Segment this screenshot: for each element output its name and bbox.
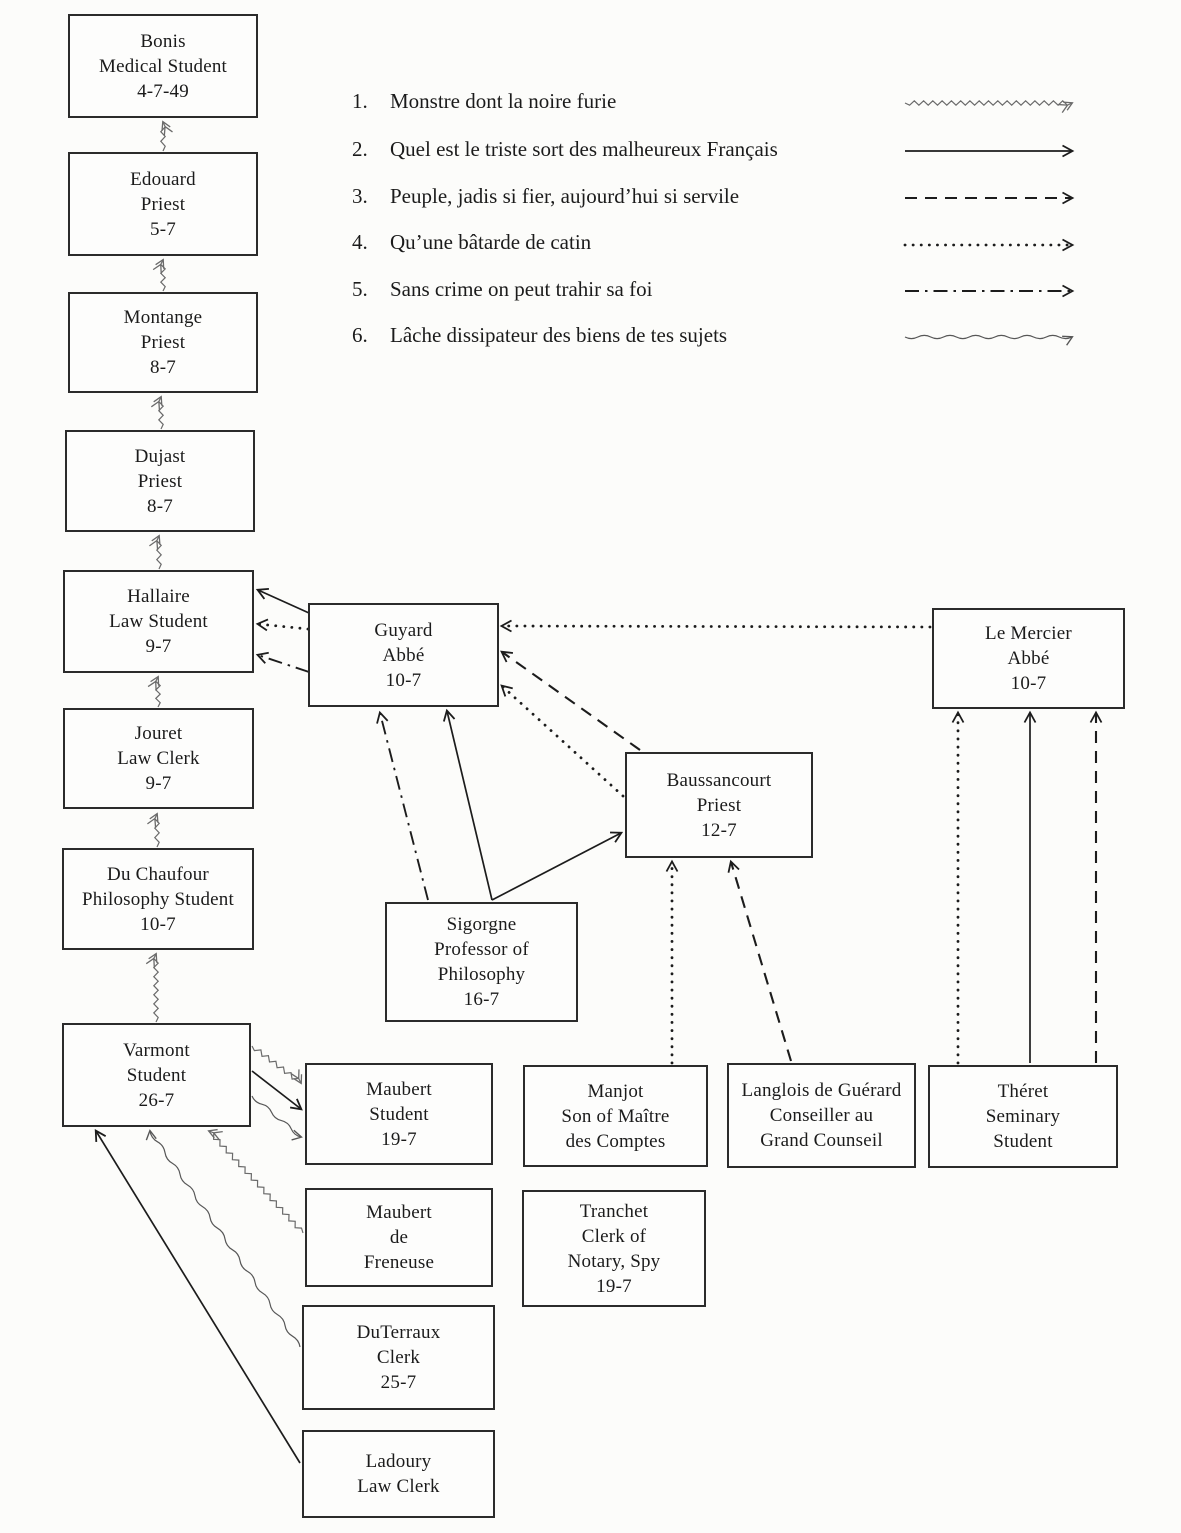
- node-bonis: [68, 14, 258, 118]
- node-line: 10-7: [140, 913, 176, 935]
- node-line: Jouret: [134, 723, 183, 744]
- node-line: de: [389, 1227, 409, 1248]
- edge-jouret-to-hallaire: [156, 677, 160, 707]
- node-line: Philosophy: [437, 964, 526, 985]
- node-manjot: [523, 1065, 708, 1167]
- legend-item-6: [352, 322, 912, 349]
- node-line: Philosophy Student: [82, 888, 234, 910]
- edge-lemercier-to-guyard: [502, 626, 930, 627]
- node-line: Conseiller au: [769, 1105, 874, 1126]
- node-line: Dujast: [134, 445, 186, 467]
- edge-ladoury-to-varmont: [96, 1131, 300, 1463]
- node-line: Law Clerk: [117, 748, 200, 769]
- node-jouret: [63, 708, 254, 809]
- node-varmont: [62, 1023, 251, 1127]
- node-line: Varmont: [123, 1039, 190, 1061]
- node-line: Priest: [140, 193, 186, 215]
- legend-item-5: [352, 276, 912, 303]
- node-maubert-de-freneuse: [305, 1188, 493, 1287]
- node-line: 9-7: [145, 636, 172, 657]
- node-edouard: [68, 152, 258, 256]
- legend-item-number: 6.: [352, 323, 368, 347]
- edge-guyard-to-hallaire: [258, 624, 308, 629]
- node-hallaire: [63, 570, 254, 673]
- node-line: 10-7: [1010, 673, 1047, 694]
- node-line: 10-7: [385, 669, 422, 691]
- node-line: Clerk of: [581, 1225, 647, 1247]
- node-baussancourt: [625, 752, 813, 858]
- edge-dujast-to-montange: [159, 397, 163, 429]
- legend-item-number: 4.: [352, 230, 368, 254]
- node-maubert-student: [305, 1063, 493, 1165]
- node-line: 25-7: [380, 1372, 417, 1393]
- legend-item-4: [352, 229, 912, 256]
- node-langlois: [727, 1063, 916, 1168]
- edge-langlois-to-baussancourt: [731, 862, 791, 1061]
- edge-hallaire-to-dujast: [157, 536, 161, 569]
- legend-item-number: 2.: [352, 137, 368, 161]
- legend-item-3: [352, 183, 912, 210]
- legend-item-text: Qu’une bâtarde de catin: [390, 230, 592, 254]
- node-line: Medical Student: [98, 55, 228, 77]
- node-line: Son of Maître: [561, 1105, 670, 1127]
- legend-item-number: 5.: [352, 277, 368, 301]
- edge-montange-to-edouard: [161, 260, 165, 291]
- legend-item-number: 3.: [352, 184, 368, 208]
- node-du-chaufour: [62, 848, 254, 950]
- node-line: 4-7-49: [137, 80, 189, 102]
- node-line: Bonis: [140, 30, 186, 52]
- edge-sigorgne-to-guyard: [447, 711, 492, 900]
- legend-sample-6: [905, 335, 1072, 338]
- node-line: Sigorgne: [446, 914, 517, 935]
- node-dujast: [65, 430, 255, 532]
- node-line: Law Student: [109, 611, 208, 632]
- node-line: Freneuse: [363, 1252, 435, 1273]
- legend-item-text: Monstre dont la noire furie: [390, 89, 617, 113]
- legend-item-text: Lâche dissipateur des biens de tes sujets: [390, 323, 728, 347]
- edge-baussancourt-to-guyard: [502, 652, 640, 750]
- node-montange: [68, 292, 258, 393]
- node-line: Du Chaufour: [107, 863, 209, 885]
- edge-duchaufour-to-jouret: [155, 814, 159, 847]
- legend-item-text: Quel est le triste sort des malheureux Français: [390, 137, 778, 161]
- node-line: Guyard: [374, 619, 433, 641]
- node-line: 8-7: [147, 495, 173, 517]
- node-duterraux: [302, 1305, 495, 1410]
- edge-duterraux-to-varmont: [150, 1131, 300, 1347]
- node-line: 8-7: [150, 357, 176, 378]
- node-line: des Comptes: [565, 1130, 666, 1152]
- node-line: Théret: [997, 1081, 1049, 1102]
- node-tranchet: [522, 1190, 706, 1307]
- node-line: Grand Counseil: [760, 1130, 883, 1151]
- legend-item-2: [352, 136, 912, 163]
- edge-edouard-to-bonis: [161, 122, 165, 151]
- node-line: Student: [126, 1064, 187, 1086]
- node-line: 9-7: [145, 773, 172, 794]
- node-line: Maubert: [366, 1202, 432, 1223]
- node-line: Hallaire: [127, 586, 190, 607]
- edge-varmont-to-duchaufour: [154, 954, 158, 1022]
- node-line: Abbé: [382, 644, 425, 666]
- node-guyard: [308, 603, 499, 707]
- node-line: Manjot: [587, 1080, 644, 1102]
- node-line: Abbé: [1007, 648, 1050, 669]
- node-line: Langlois de Guérard: [741, 1080, 902, 1101]
- edge-guyard-to-hallaire: [258, 590, 309, 613]
- node-line: Priest: [137, 470, 183, 492]
- node-line: Clerk: [376, 1347, 421, 1368]
- node-line: Tranchet: [579, 1200, 649, 1222]
- node-theret: [928, 1065, 1118, 1168]
- edge-sigorgne-to-baussancourt: [492, 833, 621, 900]
- node-line: 26-7: [138, 1089, 175, 1111]
- node-line: 12-7: [701, 819, 737, 841]
- node-line: Student: [369, 1103, 429, 1125]
- edge-maubert_freneuse-to-varmont: [209, 1131, 303, 1233]
- node-line: Montange: [123, 307, 203, 328]
- node-line: Priest: [140, 332, 186, 353]
- legend-item-text: Sans crime on peut trahir sa foi: [390, 277, 653, 301]
- node-line: Student: [993, 1131, 1053, 1152]
- node-ladoury: [302, 1430, 495, 1518]
- node-line: Le Mercier: [985, 623, 1072, 644]
- node-line: Law Clerk: [357, 1476, 440, 1497]
- node-line: 19-7: [381, 1128, 417, 1150]
- node-line: 5-7: [150, 218, 176, 240]
- node-le-mercier: [932, 608, 1125, 709]
- node-line: Notary, Spy: [567, 1250, 661, 1272]
- node-line: 19-7: [596, 1275, 632, 1297]
- node-line: Maubert: [366, 1078, 432, 1100]
- node-line: DuTerraux: [356, 1322, 441, 1343]
- legend-item-1: [352, 88, 912, 115]
- node-sigorgne: [385, 902, 578, 1022]
- edge-baussancourt-to-guyard: [502, 686, 623, 796]
- node-line: Seminary: [985, 1106, 1061, 1127]
- node-line: Ladoury: [365, 1451, 432, 1472]
- node-line: Baussancourt: [666, 769, 772, 791]
- node-line: Professor of: [434, 939, 529, 960]
- node-line: Edouard: [130, 168, 196, 190]
- edge-varmont-to-maubert_student: [252, 1096, 301, 1137]
- edge-guyard-to-hallaire: [258, 655, 309, 672]
- edge-sigorgne-to-guyard: [380, 713, 428, 900]
- legend-sample-1: [905, 101, 1072, 105]
- node-line: 16-7: [463, 989, 500, 1010]
- legend-item-text: Peuple, jadis si fier, aujourd’hui si servile: [390, 184, 740, 208]
- node-line: Priest: [696, 794, 742, 816]
- legend-item-number: 1.: [352, 89, 368, 113]
